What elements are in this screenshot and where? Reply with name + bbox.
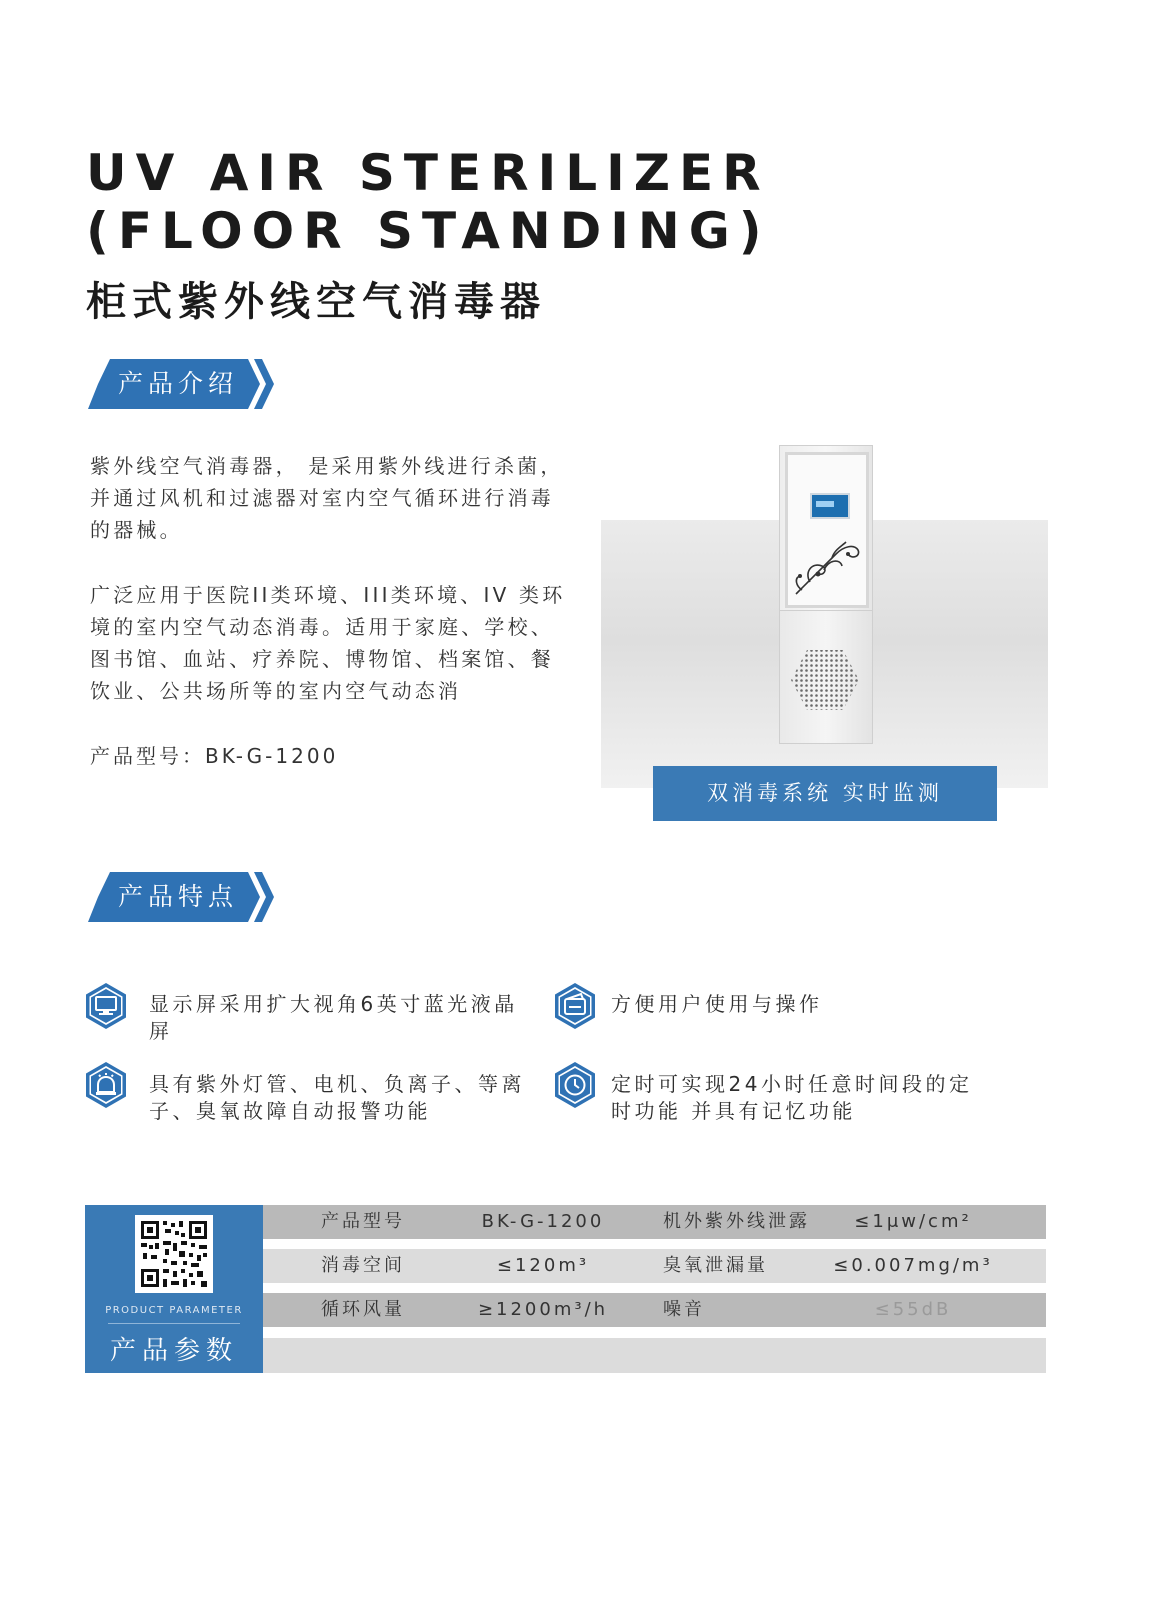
- section-ribbon-features: [88, 872, 278, 922]
- parameter-label-english: PRODUCT PARAMETER: [105, 1305, 243, 1316]
- table-cell-key: 噪音: [663, 1299, 705, 1320]
- intro-model-value: BK-G-1200: [205, 744, 339, 768]
- feature-monitor: [84, 982, 128, 1030]
- table-cell-value: ≤55dB: [874, 1299, 952, 1320]
- title-english: [86, 144, 771, 260]
- section-ribbon-features-label: 产品特点: [118, 882, 239, 911]
- section-ribbon-intro: [88, 359, 278, 409]
- table-cell-value: BK-G-1200: [481, 1211, 605, 1232]
- table-row: [263, 1249, 1046, 1283]
- section-ribbon-intro-label: 产品介绍: [118, 369, 239, 398]
- feature-text-monitor: 显示屏采用扩大视角6英寸蓝光液晶屏: [149, 992, 518, 1043]
- feature-text-alarm: 具有紫外灯管、电机、负离子、等离子、臭氧故障自动报警功能: [149, 1072, 525, 1123]
- intro-model-label: 产品型号：: [90, 744, 205, 768]
- title-english-line1: UV AIR STERILIZER: [86, 144, 770, 202]
- photo-caption-banner: 双消毒系统 实时监测: [653, 766, 997, 821]
- title-english-line2: (FLOOR STANDING): [86, 202, 771, 260]
- table-cell-value: ≤120m³: [496, 1255, 590, 1276]
- table-cell-value: ≥1200m³/h: [477, 1299, 609, 1320]
- intro-model-line: [90, 740, 338, 769]
- feature-timer: [553, 1061, 597, 1109]
- feature-text-timer: 定时可实现24小时任意时间段的定时功能 并具有记忆功能: [611, 1072, 973, 1123]
- feature-ease: [553, 982, 597, 1030]
- qr-code-icon: [135, 1215, 213, 1293]
- lcd-display-icon: [810, 493, 850, 519]
- table-cell-key: 机外紫外线泄露: [663, 1211, 810, 1232]
- alarm-bell-icon: [84, 1061, 128, 1109]
- title-chinese: 柜式紫外线空气消毒器: [86, 279, 546, 325]
- clock-icon: [553, 1061, 597, 1109]
- table-cell-key: 循环风量: [321, 1299, 405, 1320]
- floral-swirl-icon: [788, 532, 864, 602]
- intro-paragraph-1: 紫外线空气消毒器， 是采用紫外线进行杀菌，并通过风机和过滤器对室内空气循环进行消毒的器械。: [90, 454, 564, 542]
- monitor-icon: [84, 982, 128, 1030]
- intro-paragraph-2: 广泛应用于医院II类环境、III类环境、IV 类环境的室内空气动态消毒。适用于家庭、学校、图书馆、血站、疗养院、博物馆、档案馆、餐饮业、公共场所等的室内空气动态消: [90, 583, 566, 703]
- feature-alarm: [84, 1061, 128, 1109]
- wallet-icon: [553, 982, 597, 1030]
- table-row: [263, 1205, 1046, 1239]
- table-cell-key: 产品型号: [321, 1211, 405, 1232]
- feature-text-ease: 方便用户使用与操作: [611, 992, 823, 1016]
- table-cell-key: 消毒空间: [321, 1255, 405, 1276]
- table-cell-value: ≤0.007mg/m³: [833, 1255, 993, 1276]
- table-row: [263, 1293, 1046, 1327]
- parameter-label-chinese: 产品参数: [109, 1336, 238, 1366]
- table-cell-value: ≤1μw/cm²: [854, 1211, 972, 1232]
- table-row-empty: [263, 1338, 1046, 1373]
- air-grille-icon: [789, 648, 861, 712]
- parameter-label-divider: [108, 1323, 240, 1324]
- table-cell-key: 臭氧泄漏量: [663, 1255, 768, 1276]
